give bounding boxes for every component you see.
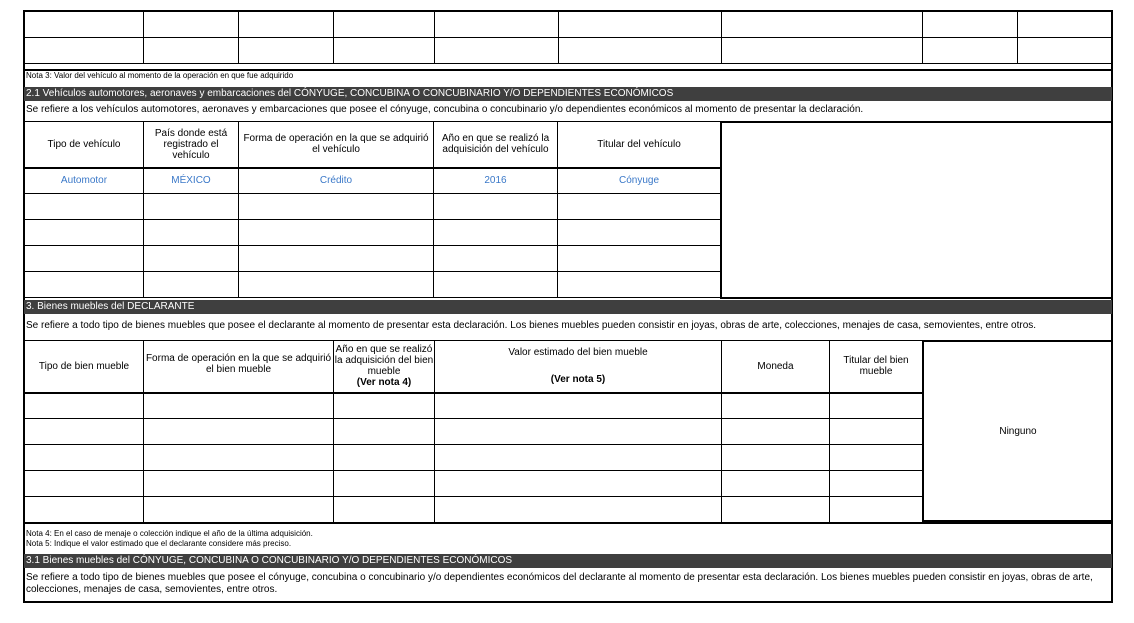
table-row — [25, 168, 721, 194]
section-2-1-side-area — [720, 121, 1112, 299]
table-row — [25, 419, 923, 445]
col-header-tipo-bien: Tipo de bien mueble — [25, 341, 144, 393]
col-header-anio: Año en que se realizó la adquisición del vehículo — [434, 122, 558, 168]
table-row — [25, 246, 721, 272]
ninguno-value: Ninguno — [999, 425, 1037, 437]
top-empty-table — [24, 11, 1113, 64]
col-header-forma-operacion-bien: Forma de operación en la que se adquirió el bien mueble — [144, 341, 334, 393]
col-header-tipo-vehiculo: Tipo de vehículo — [25, 122, 144, 168]
table-row — [25, 38, 1113, 64]
table-header-row — [25, 341, 923, 393]
table-header-row — [25, 122, 721, 168]
note-4: Nota 4: En el caso de menaje o colección indique el año de la última adquisición. — [26, 529, 313, 538]
see-note-4: (Ver nota 4) — [356, 377, 412, 389]
section-3-side-area — [922, 340, 1112, 522]
table-row — [25, 194, 721, 220]
section-3-1-description-line2: colecciones, menajes de casa, semovientes, entre otros. — [26, 584, 278, 595]
section-2-1-description: Se refiere a los vehículos automotores, aeronaves y embarcaciones que posee el cónyuge, concubina o concubinario y/o dependientes económicos al momento de presentar la declaración. — [26, 104, 864, 115]
note-5: Nota 5: Indique el valor estimado que el declarante considere más preciso. — [26, 539, 292, 548]
section-3-1-title: 3.1 Bienes muebles del CÓNYUGE, CONCUBINA O CONCUBINARIO Y/O DEPENDIENTES ECONÓMICOS — [24, 554, 1112, 568]
table-row — [25, 445, 923, 471]
cell-titular: Cónyuge — [558, 168, 721, 194]
col-header-pais: País donde está registrado el vehículo — [144, 122, 239, 168]
col-header-titular: Titular del vehículo — [558, 122, 721, 168]
section-3-description: Se refiere a todo tipo de bienes muebles que posee el declarante al momento de presentar esta declaración. Los bienes muebles pueden consistir en joyas, obras de arte, colecciones, menajes de casa, semovientes, entre otros. — [26, 320, 1037, 331]
col-header-titular-bien: Titular del bien mueble — [830, 341, 923, 393]
col-header-moneda: Moneda — [722, 341, 830, 393]
table-row — [25, 393, 923, 419]
table-row — [25, 471, 923, 497]
col-header-valor-estimado-label: Valor estimado del bien mueble — [508, 347, 648, 359]
section-3-1-description-line1: Se refiere a todo tipo de bienes muebles que posee el cónyuge, concubina o concubinario y/o dependientes económicos del declarante al momento de presentar esta declaración. Los bienes muebles pueden consistir en joyas, obras de arte, — [26, 572, 1093, 583]
see-note-5: (Ver nota 5) — [550, 374, 606, 386]
table-row — [25, 272, 721, 298]
col-header-anio-bien-label: Año en que se realizó la adquisición del bien mueble — [334, 344, 434, 378]
section-3-title: 3. Bienes muebles del DECLARANTE — [24, 300, 1112, 314]
table-row — [25, 220, 721, 246]
notes-block — [24, 522, 1112, 552]
vehicles-spouse-table — [24, 121, 721, 298]
col-header-anio-bien — [334, 341, 435, 393]
movable-assets-table — [24, 340, 923, 523]
col-header-valor-estimado — [435, 341, 722, 393]
cell-tipo-vehiculo: Automotor — [25, 168, 144, 194]
table-row — [25, 12, 1113, 38]
cell-anio: 2016 — [434, 168, 558, 194]
col-header-forma-operacion: Forma de operación en la que se adquirió el vehículo — [239, 122, 434, 168]
cell-forma-operacion: Crédito — [239, 168, 434, 194]
cell-pais: MÉXICO — [144, 168, 239, 194]
table-row — [25, 497, 923, 523]
note-3: Nota 3: Valor del vehículo al momento de la operación en que fue adquirido — [24, 69, 1112, 81]
section-2-1-title: 2.1 Vehículos automotores, aeronaves y embarcaciones del CÓNYUGE, CONCUBINA O CONCUBINARIO Y/O DEPENDIENTES ECONÓMICOS — [24, 87, 1112, 101]
